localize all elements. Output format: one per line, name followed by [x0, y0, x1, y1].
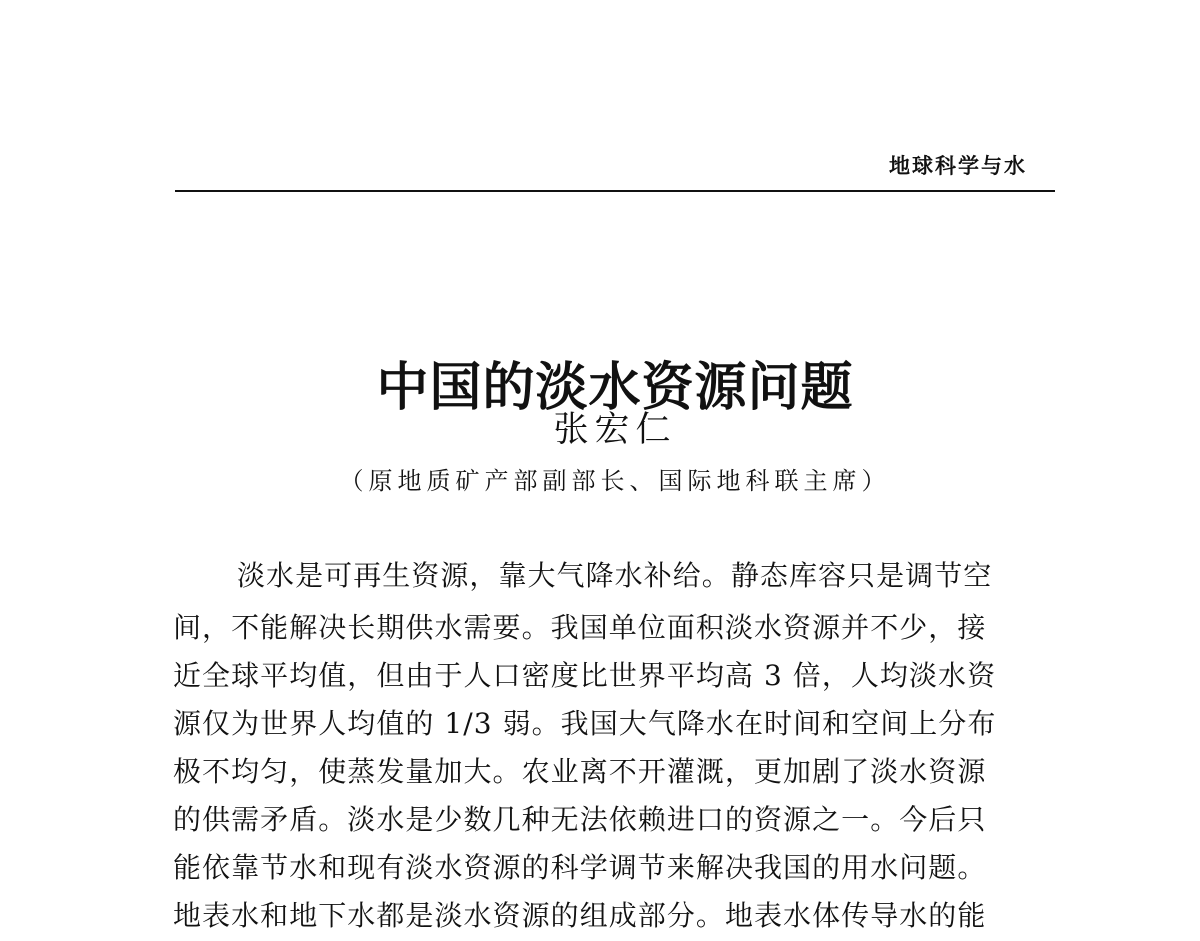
body-line: 近全球平均值，但由于人口密度比世界平均高 3 倍，人均淡水资 [173, 659, 997, 692]
author-name: 张宏仁 [553, 410, 677, 450]
article-title: 中国的淡水资源问题 [376, 356, 854, 418]
body-line: 源仅为世界人均值的 1/3 弱。我国大气降水在时间和空间上分布 [173, 707, 997, 740]
body-line: 淡水是可再生资源，靠大气降水补给。静态库容只是调节空 [237, 559, 993, 592]
body-line: 能依靠节水和现有淡水资源的科学调节来解决我国的用水问题。 [173, 851, 987, 884]
running-header-title: 地球科学与水 [889, 153, 1027, 178]
body-line: 间，不能解决长期供水需要。我国单位面积淡水资源并不少，接 [173, 611, 987, 644]
author-affiliation: （原地质矿产部副部长、国际地科联主席） [339, 467, 891, 495]
body-line: 的供需矛盾。淡水是少数几种无法依赖进口的资源之一。今后只 [173, 803, 987, 836]
body-line: 地表水和地下水都是淡水资源的组成部分。地表水体传导水的能 [173, 899, 987, 932]
body-line: 极不均匀，使蒸发量加大。农业离不开灌溉，更加剧了淡水资源 [173, 755, 987, 788]
